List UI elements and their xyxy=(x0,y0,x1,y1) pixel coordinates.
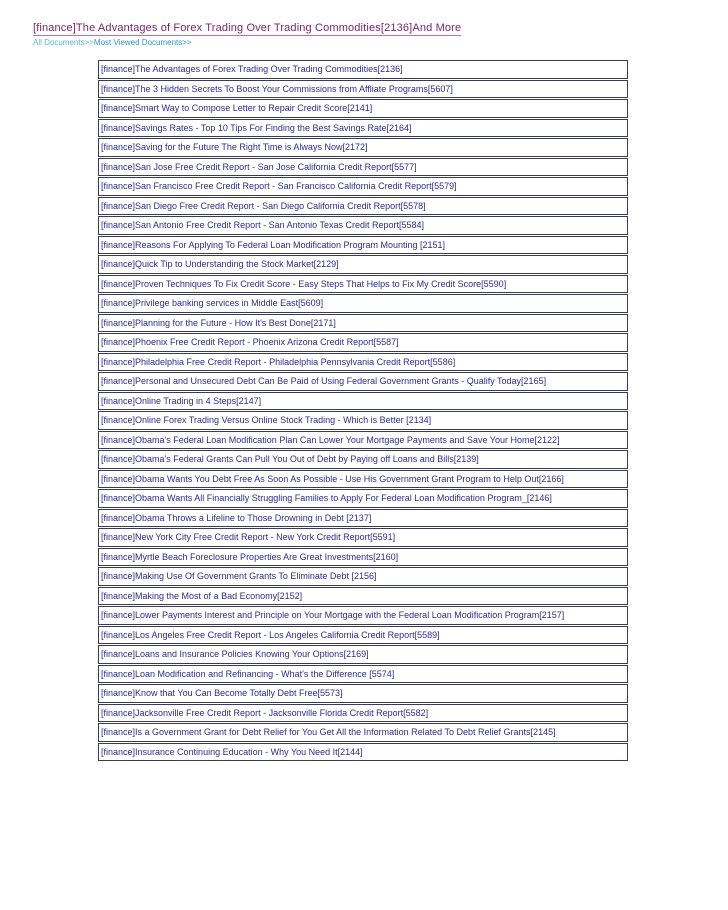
document-link[interactable]: [finance]Proven Techniques To Fix Credit Score - Easy Steps That Helps to Fix My Credit Score[5590] xyxy=(101,278,507,289)
breadcrumb-all-documents-link[interactable]: All Documents>> xyxy=(33,38,94,47)
document-link[interactable]: [finance]Myrtle Beach Foreclosure Properties Are Great Investments[2160] xyxy=(101,551,399,562)
document-row xyxy=(98,177,628,196)
document-link[interactable]: [finance]San Jose Free Credit Report - San Jose California Credit Report[5577] xyxy=(101,161,417,172)
document-row xyxy=(98,684,628,703)
document-row xyxy=(98,743,628,762)
document-link[interactable]: [finance]Online Forex Trading Versus Online Stock Trading - Which is Better [2134] xyxy=(101,415,432,425)
document-link[interactable]: [finance]Is a Government Grant for Debt Relief for You Get All the Information Related To Debt Relief Grants[2145] xyxy=(101,727,556,737)
document-row xyxy=(98,255,628,274)
document-link[interactable]: [finance]Obama Throws a Lifeline to Those Drowning in Debt [2137] xyxy=(101,512,372,523)
document-link[interactable]: [finance]San Antonio Free Credit Report - San Antonio Texas Credit Report[5584] xyxy=(101,220,425,230)
document-link[interactable]: [finance]Making Use Of Government Grants To Eliminate Debt [2156] xyxy=(101,571,377,581)
document-row xyxy=(98,704,628,723)
document-row xyxy=(98,138,628,157)
document-link[interactable]: [finance]Obama Wants All Financially Struggling Families to Apply For Federal Loan Modification Program_[2146] xyxy=(101,493,552,503)
document-row xyxy=(98,80,628,99)
document-link[interactable]: [finance]Quick Tip to Understanding the Stock Market[2129] xyxy=(101,259,339,269)
document-row xyxy=(98,509,628,528)
document-link[interactable]: [finance]Philadelphia Free Credit Report - Philadelphia Pennsylvania Credit Report[5586] xyxy=(101,356,456,367)
document-row xyxy=(98,99,628,118)
breadcrumb xyxy=(33,38,192,47)
document-link[interactable]: [finance]Saving for the Future The Right Time is Always Now[2172] xyxy=(101,142,368,152)
document-link[interactable]: [finance]The Advantages of Forex Trading Over Trading Commodities[2136] xyxy=(101,64,403,74)
document-row xyxy=(98,626,628,645)
document-row xyxy=(98,489,628,508)
document-row xyxy=(98,606,628,625)
document-link[interactable]: [finance]Obama's Federal Grants Can Pull You Out of Debt by Paying off Loans and Bills[2139] xyxy=(101,454,479,464)
document-row xyxy=(98,197,628,216)
document-link[interactable]: [finance]The 3 Hidden Secrets To Boost Your Commissions from Affliate Programs[5607] xyxy=(101,83,453,94)
document-row xyxy=(98,645,628,664)
document-link[interactable]: [finance]Obama Wants You Debt Free As Soon As Possible - Use His Government Grant Program to Help Out[2166] xyxy=(101,473,564,484)
document-row xyxy=(98,353,628,372)
document-link[interactable]: [finance]Smart Way to Compose Letter to Repair Credit Score[2141] xyxy=(101,103,373,113)
document-row xyxy=(98,567,628,586)
document-link[interactable]: [finance]San Francisco Free Credit Report - San Francisco California Credit Report[5579] xyxy=(101,181,457,191)
document-row xyxy=(98,236,628,255)
document-link[interactable]: [finance]Savings Rates - Top 10 Tips For Finding the Best Savings Rate[2164] xyxy=(101,122,412,133)
document-row xyxy=(98,392,628,411)
document-link[interactable]: [finance]Privilege banking services in Middle East[5609] xyxy=(101,298,324,308)
document-link[interactable]: [finance]Phoenix Free Credit Report - Phoenix Arizona Credit Report[5587] xyxy=(101,337,399,347)
document-list xyxy=(98,60,628,762)
document-link[interactable]: [finance]San Diego Free Credit Report - San Diego California Credit Report[5578] xyxy=(101,200,426,211)
document-row xyxy=(98,158,628,177)
document-row xyxy=(98,216,628,235)
document-row xyxy=(98,372,628,391)
document-link[interactable]: [finance]Insurance Continuing Education - Why You Need It[2144] xyxy=(101,746,363,757)
document-link[interactable]: [finance]Know that You Can Become Totally Debt Free[5573] xyxy=(101,688,343,698)
document-link[interactable]: [finance]Jacksonville Free Credit Report - Jacksonville Florida Credit Report[5582] xyxy=(101,707,429,718)
document-row xyxy=(98,60,628,79)
document-link[interactable]: [finance]Loan Modification and Refinancing - What's the Difference [5574] xyxy=(101,668,395,679)
document-link[interactable]: [finance]New York City Free Credit Report - New York Credit Report[5591] xyxy=(101,532,396,542)
document-row xyxy=(98,587,628,606)
document-row xyxy=(98,411,628,430)
document-row xyxy=(98,528,628,547)
document-row xyxy=(98,333,628,352)
page-title: [finance]The Advantages of Forex Trading Over Trading Commodities[2136]And More xyxy=(33,22,462,34)
document-row xyxy=(98,314,628,333)
document-link[interactable]: [finance]Obama's Federal Loan Modification Plan Can Lower Your Mortgage Payments and Save Your Home[2122] xyxy=(101,434,560,445)
document-link[interactable]: [finance]Reasons For Applying To Federal Loan Modification Program Mounting [2151] xyxy=(101,239,446,250)
document-link[interactable]: [finance]Loans and Insurance Policies Knowing Your Options[2169] xyxy=(101,649,369,659)
document-link[interactable]: [finance]Los Angeles Free Credit Report - Los Angeles California Credit Report[5589] xyxy=(101,629,440,640)
document-row xyxy=(98,665,628,684)
document-row xyxy=(98,723,628,742)
document-row xyxy=(98,548,628,567)
document-row xyxy=(98,275,628,294)
document-link[interactable]: [finance]Lower Payments Interest and Principle on Your Mortgage with the Federal Loan Modification Program[2157] xyxy=(101,610,565,620)
document-row xyxy=(98,470,628,489)
document-row xyxy=(98,431,628,450)
document-link[interactable]: [finance]Online Trading in 4 Steps[2147] xyxy=(101,395,262,406)
document-row xyxy=(98,450,628,469)
document-link[interactable]: [finance]Planning for the Future - How It's Best Done[2171] xyxy=(101,317,336,328)
document-row xyxy=(98,119,628,138)
breadcrumb-most-viewed-link[interactable]: Most Viewed Documents>> xyxy=(93,38,192,47)
document-row xyxy=(98,294,628,313)
document-link[interactable]: [finance]Making the Most of a Bad Economy[2152] xyxy=(101,590,303,601)
document-link[interactable]: [finance]Personal and Unsecured Debt Can Be Paid of Using Federal Government Grants - Qualify Today[2165] xyxy=(101,376,547,386)
